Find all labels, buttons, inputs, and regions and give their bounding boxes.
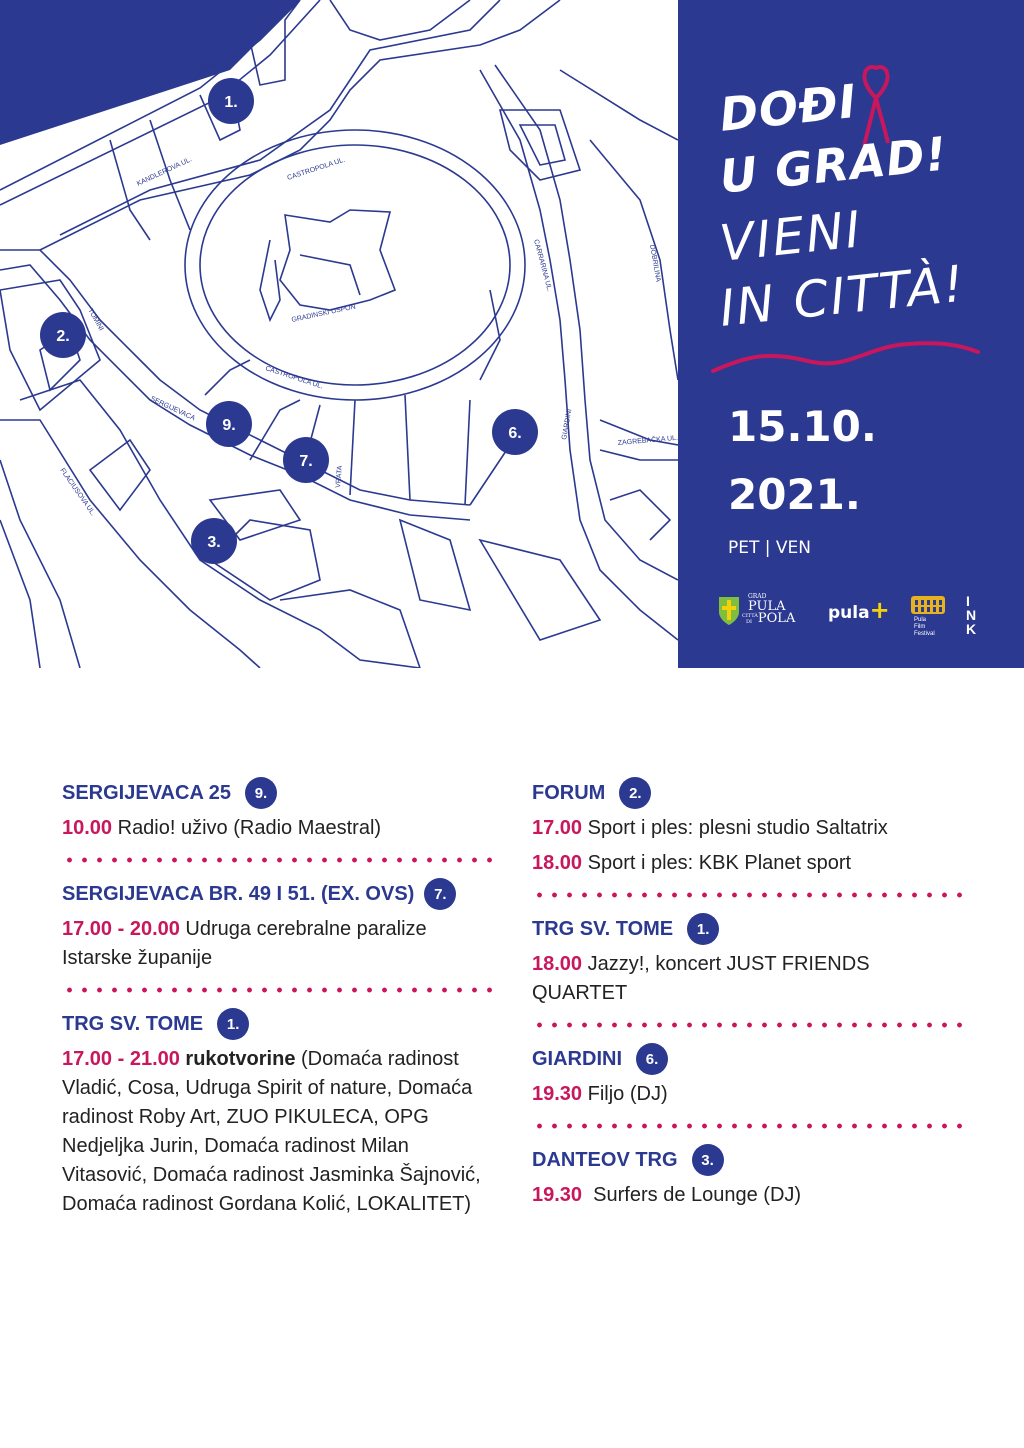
- headline-u-grad: U GRAD!: [717, 126, 950, 204]
- headline-in-citta: IN CITTÀ!: [716, 254, 969, 338]
- headline-dodi: DOĐI: [717, 73, 860, 142]
- schedule-left: [62, 776, 498, 1219]
- venue-title: FORUM 2.: [532, 776, 962, 810]
- arena-icon: [910, 594, 946, 616]
- logo-grad-text: GRAD: [748, 593, 767, 600]
- venue-block: [532, 776, 962, 878]
- map-marker[interactable]: [206, 401, 252, 447]
- sponsor-logos: [718, 592, 998, 642]
- street-label: GRADINSKI USPON: [290, 303, 357, 324]
- pff-text-2: Film: [914, 624, 926, 630]
- event-item: 19.30 Surfers de Lounge (DJ): [532, 1184, 802, 1206]
- event-item: 17.00 - 21.00 rukotvorine (Domaća radinost Vladić, Cosa, Udruga Spirit of nature, Domaća radinost Roby Art, ZUO PIKULECA, OPG Nedjeljka Jurin, Domaća radinost Milan Vitasović, Domaća radinost Jasminka Šajnović, Domaća radinost Gordana Kolić, LOKALITET): [62, 1048, 481, 1215]
- venue-title: GIARDINI 6.: [532, 1042, 962, 1076]
- date-day-month: 15.10.: [728, 402, 877, 451]
- dotted-divider: [62, 987, 498, 993]
- venue-block: [62, 877, 498, 973]
- dotted-divider: [532, 892, 962, 898]
- pff-text-1: Pula: [914, 617, 927, 623]
- city-map: [0, 0, 678, 668]
- street-label: CASTROPOLA UL.: [286, 156, 346, 182]
- venue-title: SERGIJEVACA 25 9.: [62, 776, 498, 810]
- logo-pola-text: POLA: [757, 611, 796, 626]
- logo-citta-text: CITTÀ: [742, 613, 758, 619]
- pff-text-3: Festival: [914, 631, 935, 637]
- venue-number-badge: 7.: [424, 878, 456, 910]
- map-marker[interactable]: [40, 312, 86, 358]
- event-item: 17.00 Sport i ples: plesni studio Saltatrix: [532, 817, 888, 839]
- event-item: 18.00 Jazzy!, koncert JUST FRIENDS QUARTET: [532, 953, 870, 1004]
- street-label: TOMINI: [86, 307, 105, 333]
- event-item: 10.00 Radio! uživo (Radio Maestral): [62, 817, 382, 839]
- dotted-divider: [532, 1123, 962, 1129]
- svg-text:6.: 6.: [508, 425, 522, 442]
- street-label: KANDLEROVA UL.: [135, 156, 194, 188]
- street-label: DOBRILINA: [648, 244, 662, 283]
- street-label: VRATA: [335, 465, 344, 489]
- map-marker[interactable]: [283, 437, 329, 483]
- street-label: SERGIJEVACA: [149, 395, 197, 423]
- logo-ink: INK: [966, 593, 977, 637]
- svg-text:9.: 9.: [222, 417, 236, 434]
- logo-pula-text: PULA: [748, 599, 786, 614]
- schedule-right: [532, 776, 962, 1210]
- headline-vieni: VIENI: [716, 200, 865, 273]
- svg-text:1.: 1.: [224, 94, 238, 111]
- venue-block: [62, 1007, 498, 1219]
- wave-decoration: [708, 326, 988, 376]
- venue-block: [532, 1042, 962, 1109]
- venue-block: [532, 1143, 962, 1210]
- venue-number-badge: 2.: [619, 777, 651, 809]
- logo-di-text: DI: [746, 619, 752, 625]
- street-label: CASTROPOLA UL.: [264, 365, 324, 391]
- weekday: PET | VEN: [728, 538, 811, 558]
- svg-text:7.: 7.: [299, 453, 313, 470]
- venue-title: TRG SV. TOME 1.: [532, 912, 962, 946]
- map-marker[interactable]: [492, 409, 538, 455]
- venue-number-badge: 3.: [692, 1144, 724, 1176]
- street-label: CARRARINA UL.: [532, 238, 553, 293]
- dotted-divider: [532, 1022, 962, 1028]
- event-item: 18.00 Sport i ples: KBK Planet sport: [532, 852, 852, 874]
- pula-shield-icon: [718, 596, 740, 626]
- svg-text:2.: 2.: [56, 328, 70, 345]
- dotted-divider: [62, 857, 498, 863]
- street-label: GIARDINI: [561, 408, 574, 441]
- venue-block: [532, 912, 962, 1008]
- event-item: 19.30 Filjo (DJ): [532, 1083, 668, 1105]
- venue-title: TRG SV. TOME 1.: [62, 1007, 498, 1041]
- venue-number-badge: 1.: [217, 1008, 249, 1040]
- venue-number-badge: 6.: [636, 1043, 668, 1075]
- poster-panel: [678, 0, 1024, 668]
- street-label: RIVA: [198, 61, 216, 74]
- venue-number-badge: 9.: [245, 777, 277, 809]
- map-marker[interactable]: [191, 518, 237, 564]
- date-year: 2021.: [728, 470, 861, 519]
- street-label: ZAGREBAČKA UL.: [617, 434, 678, 447]
- street-label: FLACIUSOVA UL.: [58, 467, 97, 518]
- svg-text:3.: 3.: [207, 534, 221, 551]
- venue-block: [62, 776, 498, 843]
- venue-title: DANTEOV TRG 3.: [532, 1143, 962, 1177]
- venue-number-badge: 1.: [687, 913, 719, 945]
- logo-pula-plus: pula+: [828, 596, 890, 624]
- venue-title: SERGIJEVACA BR. 49 I 51. (EX. OVS) 7.: [62, 877, 498, 911]
- event-item: 17.00 - 20.00 Udruga cerebralne paralize Istarske županije: [62, 918, 427, 969]
- plus-icon: +: [869, 596, 890, 624]
- map-marker[interactable]: [208, 78, 254, 124]
